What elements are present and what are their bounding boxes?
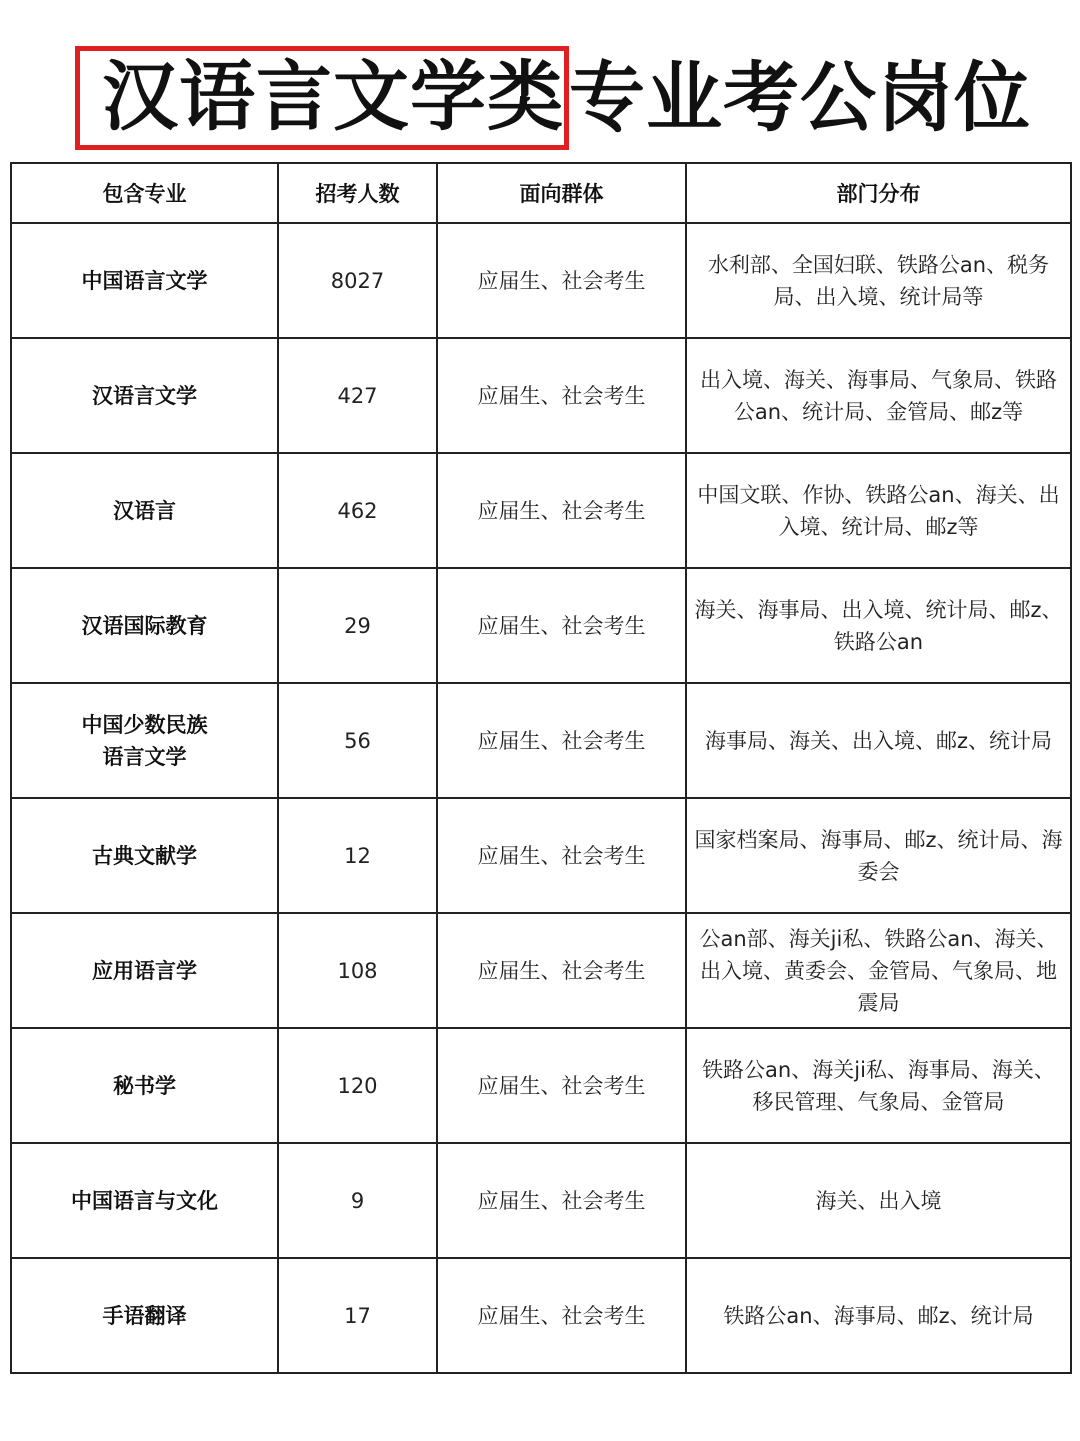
cell-group: 应届生、社会考生 <box>437 1258 686 1373</box>
header-major: 包含专业 <box>11 163 278 223</box>
major-name-line: 汉语国际教育 <box>81 613 208 638</box>
cell-count: 12 <box>278 798 437 913</box>
header-group: 面向群体 <box>437 163 686 223</box>
cell-count: 462 <box>278 453 437 568</box>
cell-dept: 海关、出入境 <box>686 1143 1071 1258</box>
major-name-line: 汉语言 <box>113 498 176 523</box>
cell-count: 427 <box>278 338 437 453</box>
cell-dept: 出入境、海关、海事局、气象局、铁路公an、统计局、金管局、邮z等 <box>686 338 1071 453</box>
header-count: 招考人数 <box>278 163 437 223</box>
table-row <box>11 1258 1071 1373</box>
table-row <box>11 338 1071 453</box>
cell-group: 应届生、社会考生 <box>437 223 686 338</box>
cell-group: 应届生、社会考生 <box>437 568 686 683</box>
table-row <box>11 453 1071 568</box>
cell-group: 应届生、社会考生 <box>437 338 686 453</box>
major-name-line: 应用语言学 <box>92 958 197 983</box>
major-name-line: 古典文献学 <box>92 843 197 868</box>
cell-major <box>11 338 278 453</box>
table-row <box>11 683 1071 798</box>
cell-major <box>11 568 278 683</box>
cell-major <box>11 683 278 798</box>
cell-count: 29 <box>278 568 437 683</box>
title-rest: 专业考公岗位 <box>569 53 1031 142</box>
cell-dept: 海关、海事局、出入境、统计局、邮z、铁路公an <box>686 568 1071 683</box>
cell-count: 9 <box>278 1143 437 1258</box>
cell-count: 17 <box>278 1258 437 1373</box>
cell-dept: 中国文联、作协、铁路公an、海关、出入境、统计局、邮z等 <box>686 453 1071 568</box>
cell-group: 应届生、社会考生 <box>437 453 686 568</box>
table-row <box>11 1028 1071 1143</box>
page-title <box>75 48 1031 148</box>
major-positions-table <box>10 162 1072 1374</box>
cell-dept: 水利部、全国妇联、铁路公an、税务局、出入境、统计局等 <box>686 223 1071 338</box>
header-dept: 部门分布 <box>686 163 1071 223</box>
cell-count: 8027 <box>278 223 437 338</box>
major-name-line: 手语翻译 <box>102 1303 187 1328</box>
cell-major <box>11 223 278 338</box>
cell-dept: 国家档案局、海事局、邮z、统计局、海委会 <box>686 798 1071 913</box>
major-name-line: 语言文学 <box>102 744 187 769</box>
cell-group: 应届生、社会考生 <box>437 1028 686 1143</box>
cell-major <box>11 1028 278 1143</box>
cell-dept: 海事局、海关、出入境、邮z、统计局 <box>686 683 1071 798</box>
table-row <box>11 798 1071 913</box>
table-row <box>11 1143 1071 1258</box>
table-row <box>11 913 1071 1028</box>
cell-major <box>11 798 278 913</box>
table-row <box>11 568 1071 683</box>
major-name-line: 中国语言与文化 <box>71 1188 218 1213</box>
title-highlight-box: 汉语言文学类 <box>75 46 569 150</box>
cell-major <box>11 1143 278 1258</box>
cell-count: 108 <box>278 913 437 1028</box>
cell-count: 120 <box>278 1028 437 1143</box>
major-name-line: 中国少数民族 <box>81 712 208 737</box>
cell-count: 56 <box>278 683 437 798</box>
cell-major <box>11 1258 278 1373</box>
cell-dept: 铁路公an、海关ji私、海事局、海关、移民管理、气象局、金管局 <box>686 1028 1071 1143</box>
cell-major <box>11 913 278 1028</box>
cell-group: 应届生、社会考生 <box>437 913 686 1028</box>
major-name-line: 秘书学 <box>113 1073 176 1098</box>
cell-dept: 铁路公an、海事局、邮z、统计局 <box>686 1258 1071 1373</box>
cell-group: 应届生、社会考生 <box>437 683 686 798</box>
major-name-line: 汉语言文学 <box>92 383 197 408</box>
table-header-row <box>11 163 1071 223</box>
cell-major <box>11 453 278 568</box>
table-row <box>11 223 1071 338</box>
cell-group: 应届生、社会考生 <box>437 798 686 913</box>
cell-group: 应届生、社会考生 <box>437 1143 686 1258</box>
major-name-line: 中国语言文学 <box>81 268 208 293</box>
cell-dept: 公an部、海关ji私、铁路公an、海关、出入境、黄委会、金管局、气象局、地震局 <box>686 913 1071 1028</box>
